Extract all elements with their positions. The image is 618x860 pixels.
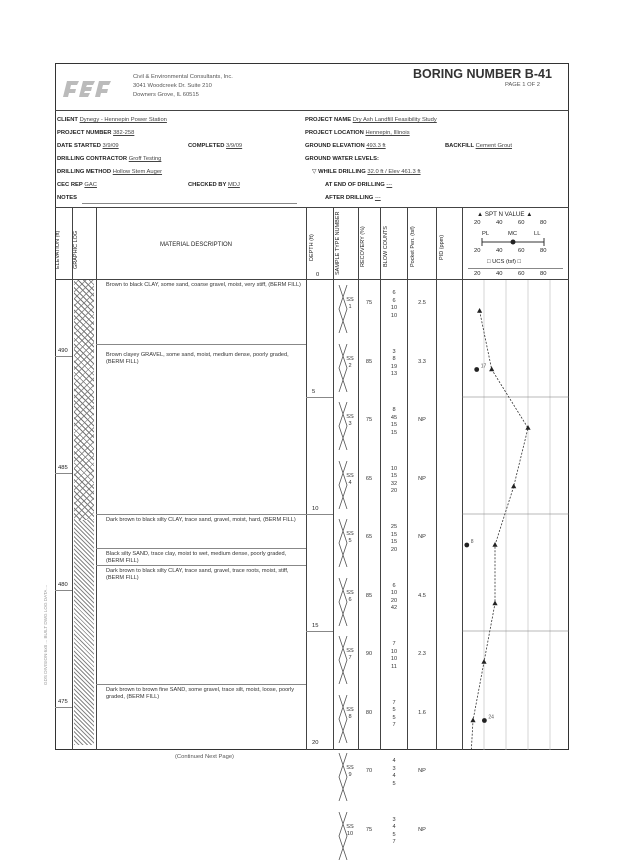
backfill-value: Cement Grout: [475, 143, 513, 149]
depth-top-value: 0: [316, 272, 320, 278]
plasticity-tick: 20: [474, 248, 481, 254]
spt-tick: 40: [496, 220, 503, 226]
ucs-label: □ UCS (tsf) □: [487, 259, 522, 265]
blow-count: 11: [391, 663, 397, 670]
elevation-tick-line: [55, 590, 72, 591]
moisture-point: [474, 367, 479, 372]
stratum-line: [96, 548, 306, 549]
while-drilling-label: WHILE DRILLING: [318, 169, 366, 175]
stratum-line: [96, 565, 306, 566]
spt-point: [511, 484, 516, 489]
backfill-label: BACKFILL: [445, 143, 474, 149]
sample-number: 8: [348, 713, 352, 720]
col-line: [407, 207, 408, 750]
pocket-pen-value: NP: [418, 768, 426, 774]
col-line: [72, 207, 73, 750]
checked-by-value: MDJ: [227, 182, 240, 188]
depth-tick-line: [306, 514, 333, 515]
at-end-value: ---: [386, 182, 393, 188]
material-description: Brown to black CLAY, some sand, coarse gravel, moist, very stiff, (BERM FILL): [106, 282, 301, 288]
pocket-pen-value: NP: [418, 534, 426, 540]
blow-count: 7: [392, 722, 396, 728]
pl-label: PL: [482, 231, 490, 237]
blow-count: 6: [392, 582, 396, 589]
recovery-value: 80: [365, 709, 373, 716]
blow-count: 10: [390, 656, 398, 662]
sample-number: 2: [348, 362, 352, 369]
material-description: Dark brown to black silty CLAY, trace sand, gravel, trace roots, moist, stiff, (BERM FILL): [106, 568, 289, 581]
stratum-line: [96, 344, 306, 345]
date-started-label: DATE STARTED: [57, 143, 101, 149]
material-description: Dark brown to brown fine SAND, some gravel, trace silt, moist, loose, poorly graded, (BERM FILL): [106, 687, 295, 700]
while-drilling-value: 32.0 ft / Elev 461.3 ft: [367, 169, 421, 175]
project-location-label: PROJECT LOCATION: [305, 130, 364, 136]
depth-tick-line: [306, 631, 333, 632]
sample-type: SS: [346, 414, 354, 420]
spt-point: [489, 367, 494, 372]
recovery-value: 70: [365, 768, 373, 774]
blow-count: 10: [390, 305, 398, 311]
material-description: Black silty SAND, trace clay, moist to wet, medium dense, poorly graded, (BERM FILL): [106, 551, 287, 564]
moisture-point: [482, 718, 487, 723]
recovery-value: 65: [365, 534, 373, 540]
spt-tick: 80: [540, 220, 547, 226]
blow-count: 10: [390, 590, 398, 596]
stratum-line: [96, 514, 306, 515]
spt-point: [481, 659, 486, 664]
spt-point: [470, 718, 475, 723]
checked-by-label: CHECKED BY: [188, 182, 227, 188]
sample-type: SS: [346, 823, 354, 830]
blow-count: 5: [392, 707, 396, 713]
sample-type: SS: [346, 297, 354, 303]
blow-counts-header: BLOW COUNTS: [383, 226, 389, 268]
blow-count: 15: [390, 422, 398, 428]
page-number: PAGE 1 OF 2: [505, 82, 541, 88]
depth-tick: 10: [312, 506, 319, 512]
ground-water-label: GROUND WATER LEVELS:: [305, 156, 379, 162]
spt-plot: [462, 280, 569, 750]
moisture-label: 8: [470, 539, 474, 545]
notes-line: [82, 203, 297, 204]
pid-header: PID (ppm): [439, 234, 445, 260]
blow-count: 19: [390, 363, 398, 370]
drilling-method-label: DRILLING METHOD: [57, 169, 112, 175]
at-end-label: AT END OF DRILLING: [325, 182, 385, 188]
sample-number: 1: [348, 304, 352, 310]
graphic-log-clay-gravel: [74, 280, 94, 520]
cec-rep-label: CEC REP: [57, 182, 83, 188]
ground-elevation-label: GROUND ELEVATION: [305, 143, 365, 149]
client-value: Dynegy - Hennepin Power Station: [79, 117, 167, 123]
elevation-tick: 475: [58, 699, 68, 705]
notes-label: NOTES: [57, 195, 77, 201]
spt-point: [477, 308, 482, 313]
elevation-tick-line: [55, 356, 72, 357]
elevation-tick: 480: [58, 582, 68, 588]
sample-type-header: SAMPLE TYPE NUMBER: [335, 211, 341, 275]
plasticity-tick: 80: [540, 248, 547, 254]
atterberg-legend-icon: [478, 238, 553, 246]
blow-count: 6: [392, 290, 396, 296]
elevation-tick-line: [55, 707, 72, 708]
plot-gridlines: [484, 280, 550, 750]
drilling-contractor-value: Groff Testing: [128, 156, 162, 162]
blow-count: 5: [392, 780, 396, 787]
blow-count: 25: [390, 524, 398, 530]
sample-number: 5: [348, 538, 352, 544]
blow-count: 3: [392, 816, 396, 823]
blow-count: 20: [390, 488, 398, 494]
plasticity-tick: 40: [496, 248, 503, 254]
ucs-tick: 40: [496, 271, 503, 277]
recovery-value: 90: [365, 651, 373, 657]
pocket-pen-value: NP: [418, 826, 426, 833]
spt-point: [525, 425, 530, 430]
blow-count: 10: [390, 312, 398, 319]
blow-count: 4: [392, 824, 396, 830]
company-address-1: 3041 Woodcreek Dr. Suite 210: [133, 83, 212, 89]
project-name-label: PROJECT NAME: [305, 117, 352, 123]
blow-count: 13: [390, 371, 398, 377]
recovery-header: RECOVERY (%): [360, 226, 366, 268]
ucs-tick: 60: [518, 271, 525, 277]
blow-count: 20: [390, 546, 398, 553]
cec-logo: [63, 77, 115, 101]
graphic-log-silty-clay: [74, 520, 94, 745]
client-label: CLIENT: [57, 117, 78, 123]
recovery-value: 75: [365, 826, 373, 833]
project-number-label: PROJECT NUMBER: [57, 130, 112, 136]
moisture-label: 24: [488, 714, 494, 721]
blow-count: 15: [390, 531, 398, 538]
date-started-value: 3/9/09: [102, 143, 119, 149]
material-description-header: MATERIAL DESCRIPTION: [160, 242, 233, 248]
recovery-value: 85: [365, 358, 373, 365]
pocket-pen-value: 2.5: [418, 300, 426, 306]
sample-type: SS: [346, 355, 354, 362]
ucs-axis: [468, 268, 563, 269]
pocket-pen-value: NP: [418, 475, 426, 482]
blow-count: 20: [390, 597, 398, 604]
sample-number: 4: [348, 479, 352, 486]
blow-count: 7: [392, 699, 396, 706]
spt-point: [492, 601, 497, 606]
moisture-point: [464, 543, 469, 548]
col-line: [306, 207, 307, 750]
sample-type: SS: [346, 765, 354, 771]
sample-number: 6: [348, 596, 352, 603]
material-description: Dark brown to black silty CLAY, trace sand, gravel, moist, hard, (BERM FILL): [106, 517, 296, 523]
blow-count: 8: [392, 407, 396, 413]
sample-type: SS: [346, 472, 354, 479]
moisture-label: 17: [480, 363, 487, 370]
recovery-value: 75: [365, 417, 373, 423]
blow-count: 3: [392, 765, 396, 772]
spt-tick: 60: [518, 220, 525, 226]
pocket-pen-value: 2.3: [418, 651, 426, 657]
recovery-value: 85: [365, 592, 373, 599]
blow-count: 4: [392, 758, 396, 764]
ll-label: LL: [534, 231, 541, 237]
col-line: [436, 207, 437, 750]
depth-tick: 5: [312, 389, 316, 395]
side-note: GDS DIVISION 6x8 ... BUILT DWG LOG DATA ...: [43, 584, 48, 686]
blow-count: 32: [390, 480, 398, 487]
sample-number: 9: [348, 772, 352, 778]
cec-rep-value: GAC: [84, 182, 97, 188]
col-line: [96, 207, 97, 750]
project-location-value: Hennepin, Illinois: [365, 130, 410, 136]
depth-tick: 20: [312, 740, 319, 746]
blow-count: 6: [392, 297, 396, 304]
header-divider: [55, 110, 569, 111]
drilling-contractor-label: DRILLING CONTRACTOR: [57, 156, 128, 162]
sample-number: 10: [346, 830, 354, 837]
depth-tick: 15: [312, 623, 319, 629]
col-line: [380, 207, 381, 750]
pocket-pen-header: Pocket Pen. (tsf): [410, 226, 416, 268]
stratum-line: [96, 684, 306, 685]
spt-tick: 20: [474, 220, 481, 226]
material-description: Brown clayey GRAVEL, some sand, moist, medium dense, poorly graded, (BERM FILL): [106, 352, 289, 365]
blow-count: 7: [392, 839, 396, 845]
pocket-pen-value: 1.6: [418, 709, 426, 716]
pocket-pen-value: 3.3: [418, 358, 426, 365]
blow-count: 45: [390, 414, 398, 421]
ground-elevation-value: 493.3 ft: [366, 143, 386, 149]
drilling-method-value: Hollow Stem Auger: [112, 169, 163, 175]
company-name: Civil & Environmental Consultants, Inc.: [133, 74, 233, 80]
pocket-pen-value: 4.5: [418, 592, 426, 599]
blow-count: 8: [392, 356, 396, 362]
after-drilling-value: ---: [374, 195, 381, 201]
blow-count: 3: [392, 348, 396, 355]
graphic-log-header: GRAPHIC LOG: [73, 230, 79, 270]
spt-title: ▲ SPT N VALUE ▲: [477, 211, 533, 218]
plasticity-tick: 60: [518, 248, 525, 254]
depth-tick-line: [306, 397, 333, 398]
blow-count: 10: [390, 465, 398, 472]
pocket-pen-value: NP: [418, 417, 426, 423]
mc-label: MC: [508, 231, 518, 237]
depth-header: DEPTH (ft): [309, 234, 315, 261]
ucs-tick: 80: [540, 271, 547, 277]
blow-count: 7: [392, 641, 396, 647]
project-name-value: Dry Ash Landfill Feasibility Study: [352, 117, 437, 123]
blow-count: 15: [390, 473, 398, 479]
blow-count: 15: [390, 539, 398, 545]
table-top-line: [55, 207, 569, 208]
blow-count: 5: [392, 831, 396, 838]
continued-footer: (Continued Next Page): [175, 754, 234, 760]
project-number-value: 382-258: [113, 130, 135, 136]
sample-number: 3: [348, 421, 352, 427]
spt-point: [492, 542, 497, 547]
sample-number: 7: [348, 655, 352, 661]
sample-type: SS: [346, 531, 354, 537]
after-drilling-label: AFTER DRILLING: [325, 195, 374, 201]
blow-count: 5: [392, 714, 396, 721]
recovery-value: 75: [365, 300, 373, 306]
blow-count: 42: [390, 605, 398, 611]
col-line: [333, 207, 334, 750]
elevation-tick: 490: [58, 348, 68, 354]
completed-label: COMPLETED: [188, 143, 225, 149]
spt-line: [470, 311, 528, 750]
completed-value: 3/9/09: [226, 143, 243, 149]
blow-count: 10: [390, 648, 398, 655]
elevation-header: ELEVATION (ft): [55, 230, 61, 270]
water-level-icon: ▽: [312, 169, 317, 175]
sample-type: SS: [346, 648, 354, 654]
elevation-tick: 485: [58, 465, 68, 471]
blow-count: 15: [390, 429, 398, 436]
sample-type: SS: [346, 706, 354, 713]
blow-count: 4: [392, 773, 396, 779]
company-address-2: Downers Grove, IL 60515: [133, 92, 199, 98]
elevation-tick-line: [55, 473, 72, 474]
ucs-tick: 20: [474, 271, 481, 277]
sample-type: SS: [346, 589, 354, 596]
recovery-value: 65: [365, 475, 373, 482]
boring-number-title: BORING NUMBER B-41: [413, 67, 552, 81]
